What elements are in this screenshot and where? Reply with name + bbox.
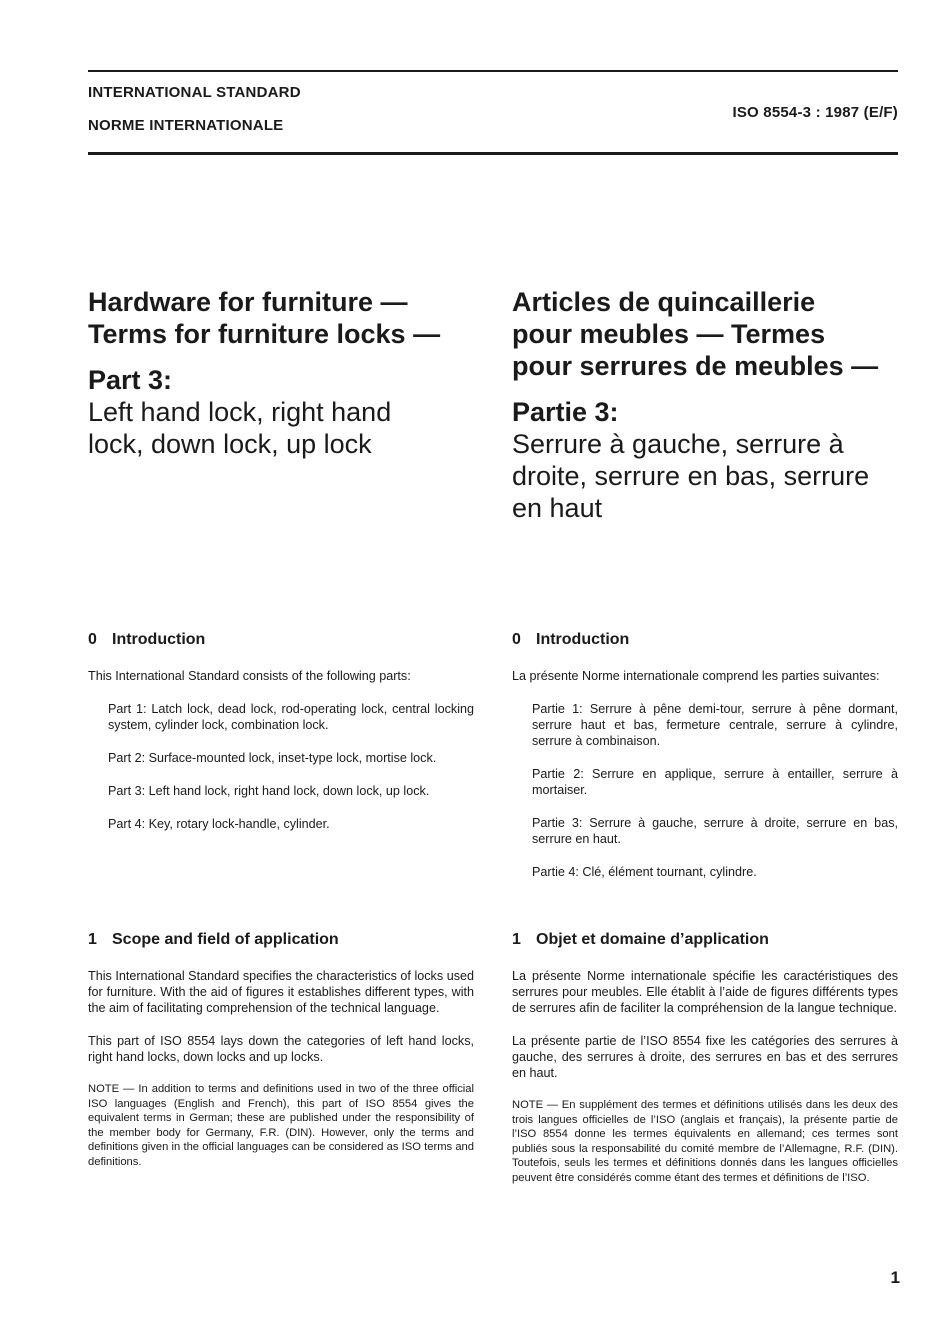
title-en: Hardware for furniture — Terms for furniture locks — — [88, 287, 441, 349]
note-fr: NOTE — En supplément des termes et définitions utilisés dans les deux des trois langues officielles de l’ISO (anglais et français), la présente partie de l’ISO 8554 donne les termes équivalents en allemand; ces termes sont publiés sous la responsabilité du comité membre de l’Allemagne, R.F. (DIN). Toutefois, seuls les termes et définitions donnés dans les langues officielles peuvent être considérés comme étant des termes et définitions de l’ISO. — [512, 1099, 898, 1184]
title-block-fr — [512, 286, 902, 524]
list-item: Partie 4: Clé, élément tournant, cylindre. — [532, 865, 757, 879]
section-title: Introduction — [112, 631, 206, 648]
paragraph: La présente Norme internationale spécifie les caractéristiques des serrures pour meubles. Elle établit à l’aide de figures différents types de serrures afin de faciliter la compréhension de la langue technique. — [512, 969, 898, 1015]
standard-label-en: INTERNATIONAL STANDARD — [88, 84, 301, 101]
intro-section-fr — [512, 630, 898, 897]
section-number: 0 — [88, 631, 97, 648]
standard-label-fr: NORME INTERNATIONALE — [88, 117, 284, 134]
page-number: 1 — [890, 1268, 900, 1287]
subtitle-en: Left hand lock, right hand lock, down lock, up lock — [88, 397, 392, 459]
intro-section-en — [88, 630, 474, 849]
intro-heading-en — [88, 630, 474, 650]
header-bottom-rule — [88, 152, 898, 155]
list-item: Part 3: Left hand lock, right hand lock, down lock, up lock. — [108, 784, 430, 798]
scope-heading-en — [88, 930, 474, 950]
list-item: Part 2: Surface-mounted lock, inset-type lock, mortise lock. — [108, 751, 437, 765]
intro-heading-fr — [512, 630, 898, 650]
section-title: Objet et domaine d’application — [536, 931, 769, 948]
section-number: 1 — [88, 931, 97, 948]
paragraph: La présente partie de l’ISO 8554 fixe les catégories des serrures à gauche, des serrures à droite, des serrures en bas et des serrures en haut. — [512, 1034, 898, 1080]
part-label-fr: Partie 3: — [512, 397, 619, 427]
section-number: 1 — [512, 931, 521, 948]
scope-section-fr — [512, 930, 898, 1185]
title-block-en — [88, 286, 478, 460]
paragraph: This part of ISO 8554 lays down the categories of left hand locks, right hand locks, down locks and up locks. — [88, 1034, 474, 1064]
list-item: Partie 2: Serrure en applique, serrure à entailler, serrure à mortaiser. — [532, 767, 898, 797]
note-en: NOTE — In addition to terms and definitions used in two of the three official ISO languages (English and French), this part of ISO 8554 gives the equivalent terms in German; these are published under the responsibility of the member body for Germany, F.R. (DIN). However, only the terms and definitions given in the official languages can be considered as ISO terms and definitions. — [88, 1083, 474, 1168]
title-fr: Articles de quincaillerie pour meubles — Termes pour serrures de meubles — — [512, 287, 879, 381]
part-label-en: Part 3: — [88, 365, 173, 395]
document-reference: ISO 8554-3 : 1987 (E/F) — [732, 104, 898, 121]
section-number: 0 — [512, 631, 521, 648]
scope-heading-fr — [512, 930, 898, 950]
paragraph: This International Standard specifies the characteristics of locks used for furniture. With the aid of figures it establishes different types, with the aim of facilitating comprehension of the technical language. — [88, 969, 474, 1015]
intro-lead-en: This International Standard consists of the following parts: — [88, 669, 411, 683]
list-item: Partie 1: Serrure à pêne demi-tour, serrure à pêne dormant, serrure haut et bas, fermeture centrale, serrure à cylindre, serrure à combinaison. — [532, 702, 898, 748]
list-item: Partie 3: Serrure à gauche, serrure à droite, serrure en bas, serrure en haut. — [532, 816, 898, 846]
subtitle-fr: Serrure à gauche, serrure à droite, serrure en bas, serrure en haut — [512, 429, 870, 523]
list-item: Part 1: Latch lock, dead lock, rod-operating lock, central locking system, cylinder lock, combination lock. — [108, 702, 474, 732]
intro-lead-fr: La présente Norme internationale comprend les parties suivantes: — [512, 669, 880, 683]
header-top-rule — [88, 70, 898, 72]
section-title: Introduction — [536, 631, 630, 648]
scope-section-en — [88, 930, 474, 1169]
list-item: Part 4: Key, rotary lock-handle, cylinder. — [108, 817, 330, 831]
section-title: Scope and field of application — [112, 931, 339, 948]
